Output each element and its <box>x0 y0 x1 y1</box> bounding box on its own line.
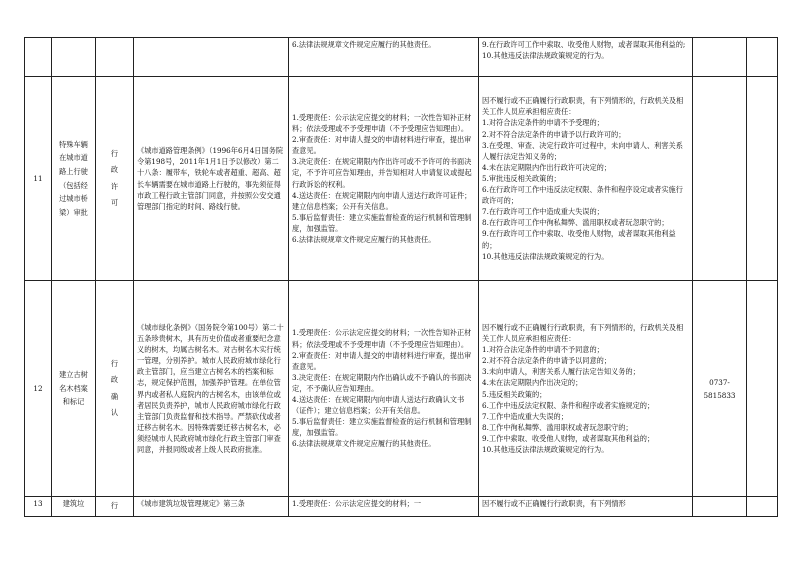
duty-item: 3.决定责任：在规定期限内作出许可或不予许可的书面决定，不予许可应告知理由，并告知相对人申请复议或提起行政诉讼的权利。 <box>292 157 472 189</box>
contact-phone-cell <box>693 497 747 517</box>
category-char: 行 <box>110 148 119 158</box>
accountability-item: 因不履行或不正确履行行政职责，有下列情形的，行政机关及相关工作人员应承担相应责任： <box>482 96 684 117</box>
duty-item: 6.法律法规规章文件规定应履行的其他责任。 <box>292 439 436 449</box>
responsibility-table <box>24 37 778 517</box>
accountability-item: 2.对不符合法定条件的申请予以同意的； <box>482 356 612 366</box>
accountability-item: 7.在行政许可工作中造成重大失误的； <box>482 207 604 217</box>
duty-item: 5.事后监督责任：建立实施监督检查的运行机制和管理制度，加强监管。 <box>292 212 472 233</box>
accountability-item: 3.在受理、审查、决定行政许可过程中，未向申请人、利害关系人履行法定告知义务的； <box>482 140 683 161</box>
duty-list-cell <box>289 497 479 517</box>
contact-phone-cell <box>693 38 747 77</box>
accountability-item: 5.审批违反相关政策的； <box>482 173 561 183</box>
remarks-cell <box>747 497 778 517</box>
category-char: 行 <box>110 501 119 510</box>
accountability-item: 6.工作中违反法定权限、条件和程序或者实施规定的； <box>482 400 655 410</box>
accountability-item: 8.工作中徇私舞弊、滥用职权或者玩忽职守的； <box>482 422 633 432</box>
duty-item: 5.事后监督责任：建立实施监督检查的运行机制和管理制度，加强监管。 <box>292 417 472 438</box>
category-char: 可 <box>110 198 119 207</box>
category-cell <box>96 77 134 281</box>
category-char: 政 <box>110 165 119 174</box>
accountability-item: 3.未向申请人，利害关系人履行法定告知义务的； <box>482 367 640 377</box>
category-cell <box>96 38 134 77</box>
accountability-item: 因不履行或不正确履行行政职责，有下列情形的，行政机关及相关工作人员应承担相应责任： <box>482 322 684 344</box>
accountability-item: 9.在行政许可工作中索取、收受他人财物，或者谋取其他利益的； <box>482 229 676 250</box>
duty-list-cell <box>289 77 479 281</box>
row-number-cell <box>25 38 52 77</box>
category-char: 认 <box>110 408 119 417</box>
accountability-item: 10.其他违反法律法规政策规定的行为。 <box>482 51 609 61</box>
accountability-item: 5.违反相关政策的； <box>482 389 547 399</box>
accountability-item: 1.对符合法定条件的申请不予同意的； <box>482 345 604 355</box>
accountability-item: 1.对符合法定条件的申请不予受理的； <box>482 118 604 128</box>
legal-basis-cell <box>134 38 289 77</box>
row-number-cell: 11 <box>25 77 52 281</box>
duty-item: 2.审查责任：对申请人提交的申请材料进行审查，提出审查意见。 <box>292 135 472 156</box>
category-cell <box>96 281 134 497</box>
item-name-cell: 建筑垃 <box>52 497 96 517</box>
contact-phone-cell: 0737-5815833 <box>693 281 747 497</box>
duty-item: 6.法律法规规章文件规定应履行的其他责任。 <box>292 40 436 49</box>
duty-item: 4.送达责任：在规定期限内向申请人送达行政许可证件；建立信息档案；公开有关信息。 <box>292 190 472 211</box>
duty-list-cell <box>289 281 479 497</box>
accountability-cell <box>479 77 693 281</box>
remarks-cell <box>747 281 778 497</box>
accountability-item: 2.对不符合法定条件的申请予以行政许可的； <box>482 129 626 139</box>
category-char: 许 <box>110 181 119 191</box>
accountability-item: 10.其他违反法律法规政策规定的行为。 <box>482 251 609 261</box>
duty-item: 1.受理责任：公示法定应提交的材料；一次性告知补正材料；依法受理或不予受理申请（不予受理应告知理由）。 <box>292 112 472 134</box>
accountability-item: 4.未在法定期限内作出决定的； <box>482 378 583 388</box>
item-name-cell: 特殊车辆在城市道路上行驶（包括经过城市桥梁）审批 <box>52 77 96 281</box>
accountability-cell <box>479 497 693 517</box>
duty-item: 2.审查责任：对申请人提交的申请材料进行审查，提出审查意见。 <box>292 350 472 371</box>
accountability-item: 6.在行政许可工作中违反法定权限、条件和程序设定或者实施行政许可的； <box>482 185 683 206</box>
remarks-cell <box>747 77 778 281</box>
duty-item: 1.受理责任：公示法定应提交的材料；一 <box>292 499 422 508</box>
accountability-item: 因不履行或不正确履行行政职责，有下列情形 <box>482 499 626 508</box>
accountability-item: 9.在行政许可工作中索取、收受他人财物，或者谋取其他利益的; <box>482 40 686 49</box>
table-row <box>25 77 778 281</box>
category-char: 确 <box>110 391 119 401</box>
remarks-cell <box>747 38 778 77</box>
category-cell <box>96 497 134 517</box>
item-name-cell: 建立古树名木档案和标记 <box>52 281 96 497</box>
table-row <box>25 497 778 517</box>
row-number-cell: 13 <box>25 497 52 517</box>
accountability-cell <box>479 281 693 497</box>
duty-item: 3.决定责任：在规定期限内作出确认或不予确认的书面决定，不予确认应告知理由。 <box>292 372 472 393</box>
duty-item: 6.法律法规规章文件规定应履行的其他责任。 <box>292 234 436 244</box>
duty-list-cell <box>289 38 479 77</box>
category-char: 行 <box>110 358 119 368</box>
accountability-cell <box>479 38 693 77</box>
category-char: 政 <box>110 375 119 384</box>
table-row <box>25 281 778 497</box>
duty-item: 1.受理责任：公示法定应提交的材料；一次性告知补正材料；依法受理或不予受理申请（不予受理应告知理由）。 <box>292 328 472 349</box>
contact-phone-cell <box>693 77 747 281</box>
table-row <box>25 38 778 77</box>
legal-basis-cell: 《城市道路管理条例》（1996年6月4日国务院令第198号，2011年1月1日予以修改）第二十八条：履带车，铁轮车或者超重、超高、超长车辆需要在城市道路上行驶的，事先须征得市政工程行政主管部门同意，并按照公安交通管理部门指定的时间、路线行驶。 <box>134 77 289 281</box>
accountability-item: 9.工作中索取、收受他人财物，或者谋取其他利益的； <box>482 433 655 443</box>
legal-basis-cell: 《城市绿化条例》（国务院令第100号）第二十五条珍贵树木，具有历史价值或者重要纪念意义的树木，均属古树名木。对古树名木实行统一管理，分别养护。城市人民政府城市绿化行政主管部门，应当建立古树名木的档案和标志，规定保护范围，加强养护管理。在单位管界内或者私人庭院内的古树名木，由该单位或者居民负责养护，城市人民政府城市绿化行政主管部门负责监督和技术指导。严禁砍伐或者迁移古树名木。因特殊需要迁移古树名木，必须经城市人民政府城市绿化行政主管部门审查同意，并报同级或者上级人民政府批准。 <box>134 281 289 497</box>
legal-basis-cell: 《城市建筑垃圾管理规定》第三条 <box>134 497 289 517</box>
accountability-item: 4.未在法定期限内作出行政许可决定的； <box>482 162 612 172</box>
accountability-item: 7.工作中造成重大失误的； <box>482 411 568 421</box>
duty-item: 4.送达责任：在规定期限内向申请人送达行政确认文书（证件）；建立信息档案；公开有关信息。 <box>292 395 465 416</box>
accountability-item: 10.其他违反法律法规政策规定的行为。 <box>482 444 609 454</box>
row-number-cell: 12 <box>25 281 52 497</box>
item-name-cell <box>52 38 96 77</box>
accountability-item: 8.在行政许可工作中徇私舞弊、滥用职权或者玩忽职守的； <box>482 218 669 228</box>
